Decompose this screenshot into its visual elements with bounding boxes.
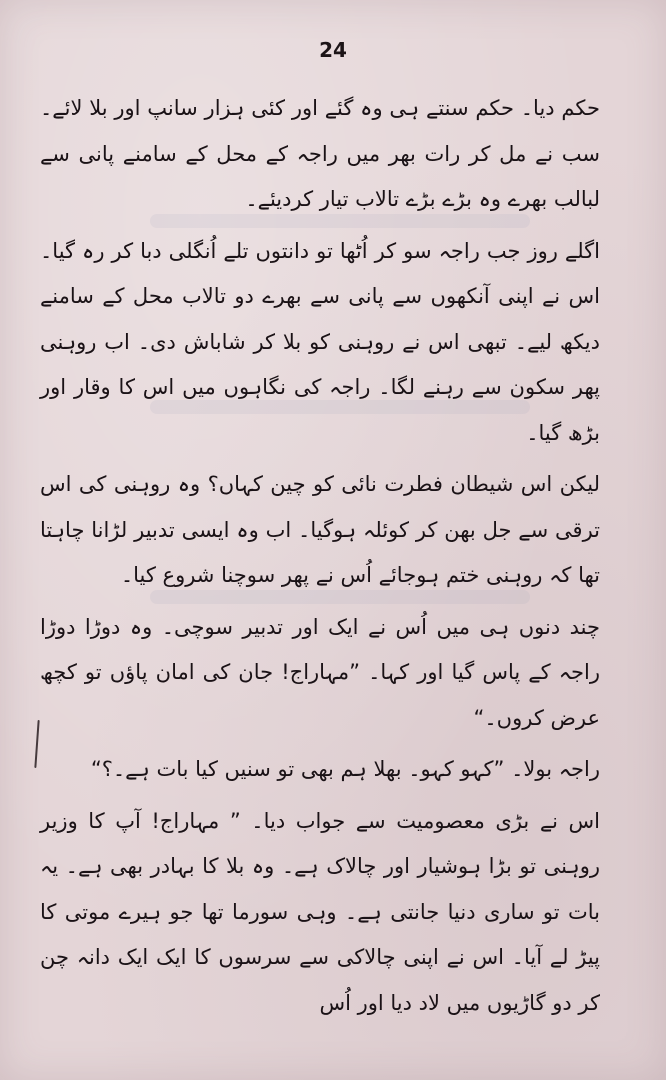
paragraph: چند دنوں ہی میں اُس نے ایک اور تدبیر سوچی۔ وہ دوڑا دوڑا راجہ کے پاس گیا اور کہا۔ ”مہاراج! جان کی امان پاؤں تو کچھ عرض کروں۔“ <box>40 614 600 730</box>
page-number: 24 <box>319 38 347 62</box>
paragraph: لیکن اس شیطان فطرت نائی کو چین کہاں؟ وہ روہنی کی اس ترقی سے جل بھن کر کوئلہ ہوگیا۔ اب وہ ایسی تدبیر لڑانا چاہتا تھا کہ روہنی ختم ہوجائے اُس نے پھر سوچنا شروع کیا۔ <box>40 472 600 587</box>
paragraph: اگلے روز جب راجہ سو کر اُٹھا تو دانتوں تلے اُنگلی دبا کر رہ گیا۔ اس نے اپنی آنکھوں سے پانی سے بھرے دو تالاب محل کے سامنے دیکھ لیے۔ تبھی اس نے روہنی کو بلا کر شاباش دی۔ اب روہنی پھر سکون سے رہنے لگا۔ راجہ کی نگاہوں میں اس کا وقار اور بڑھ گیا۔ <box>40 238 600 445</box>
paragraph: راجہ بولا۔ ”کہو کہو۔ بھلا ہم بھی تو سنیں کیا بات ہے۔؟“ <box>90 757 600 781</box>
paragraph: حکم دیا۔ حکم سنتے ہی وہ گئے اور کئی ہزار سانپ اور بلا لائے۔ سب نے مل کر رات بھر میں راجہ کے محل کے سامنے پانی سے لبالب بھرے وہ بڑے بڑے تالاب تیار کردیئے۔ <box>40 96 600 211</box>
margin-pen-mark <box>34 720 39 768</box>
body-text <box>40 86 600 1026</box>
paragraph: اس نے بڑی معصومیت سے جواب دیا۔ ” مہاراج! آپ کا وزیر روہنی تو بڑا ہوشیار اور چالاک ہے۔ وہ بلا کا بہادر بھی ہے۔ یہ بات تو ساری دنیا جانتی ہے۔ وہی سورما تھا جو ہیرے موتی کا پیڑ لے آیا۔ اس نے اپنی چالاکی سے سرسوں کا ایک ایک دانہ چن کر دو گاڑیوں میں لاد دیا اور اُس <box>40 808 600 1015</box>
